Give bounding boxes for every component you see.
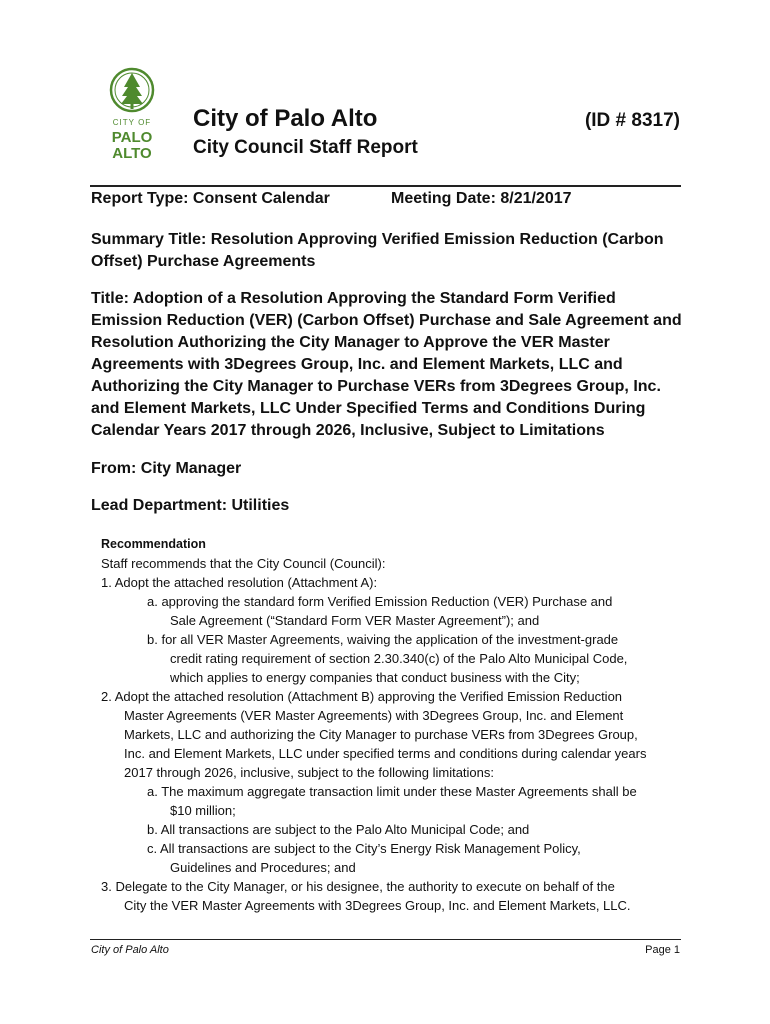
recommendation-line: City the VER Master Agreements with 3Degrees Group, Inc. and Element Markets, LLC. — [124, 898, 631, 913]
recommendation-line: b. All transactions are subject to the Palo Alto Municipal Code; and — [147, 822, 530, 837]
summary-title-line: Offset) Purchase Agreements — [91, 253, 316, 270]
recommendation-line: 2017 through 2026, inclusive, subject to the following limitations: — [124, 765, 494, 780]
report-title — [91, 288, 691, 442]
report-title-line: Title: Adoption of a Resolution Approving the Standard Form Verified — [91, 290, 616, 307]
report-id: (ID # 8317) — [584, 110, 680, 131]
recommendation-line: c. All transactions are subject to the City’s Energy Risk Management Policy, — [147, 841, 581, 856]
logo-line-alto: ALTO — [112, 145, 152, 162]
report-title-line: Calendar Years 2017 through 2026, Inclusive, Subject to Limitations — [91, 422, 605, 439]
page-subtitle: City Council Staff Report — [193, 137, 418, 158]
footer-divider — [90, 939, 681, 940]
recommendation-line: Inc. and Element Markets, LLC under specified terms and conditions during calendar years — [124, 746, 647, 761]
recommendation-line: Guidelines and Procedures; and — [170, 860, 356, 875]
tree-seal-icon — [107, 66, 157, 116]
recommendation-line: $10 million; — [170, 803, 236, 818]
logo-line-city-of: CITY OF — [112, 118, 152, 127]
recommendation-line: Sale Agreement (“Standard Form VER Master Agreement”); and — [170, 613, 540, 628]
recommendation-line: Staff recommends that the City Council (Council): — [101, 556, 386, 571]
recommendation-line: Master Agreements (VER Master Agreements) with 3Degrees Group, Inc. and Element — [124, 708, 624, 723]
page-title: City of Palo Alto — [193, 105, 378, 132]
report-type: Report Type: Consent Calendar — [91, 190, 330, 207]
report-title-line: Agreements with 3Degrees Group, Inc. and Element Markets, LLC and — [91, 356, 623, 373]
city-logo — [107, 66, 157, 161]
recommendation-line: credit rating requirement of section 2.30.340(c) of the Palo Alto Municipal Code, — [170, 651, 628, 666]
recommendation-line: a. approving the standard form Verified Emission Reduction (VER) Purchase and — [147, 594, 613, 609]
report-title-line: Emission Reduction (VER) (Carbon Offset) Purchase and Sale Agreement and — [91, 312, 682, 329]
report-title-line: Resolution Authorizing the City Manager to Approve the VER Master — [91, 334, 610, 351]
lead-department: Lead Department: Utilities — [91, 497, 290, 514]
page-number: Page 1 — [645, 944, 680, 956]
recommendation-line: b. for all VER Master Agreements, waiving the application of the investment-grade — [147, 632, 619, 647]
recommendation-line: 3. Delegate to the City Manager, or his designee, the authority to execute on behalf of the — [101, 879, 615, 894]
summary-title — [91, 229, 691, 273]
from-line: From: City Manager — [91, 460, 242, 477]
logo-line-palo: PALO — [111, 129, 153, 146]
summary-title-line: Summary Title: Resolution Approving Verified Emission Reduction (Carbon — [91, 231, 664, 248]
recommendation-line: 2. Adopt the attached resolution (Attachment B) approving the Verified Emission Reduction — [101, 689, 623, 704]
header-divider — [90, 185, 681, 187]
recommendation-line: which applies to energy companies that conduct business with the City; — [170, 670, 580, 685]
meeting-date: Meeting Date: 8/21/2017 — [391, 190, 572, 207]
recommendation-line: a. The maximum aggregate transaction limit under these Master Agreements shall be — [147, 784, 637, 799]
report-title-line: and Element Markets, LLC Under Specified Terms and Conditions During — [91, 400, 646, 417]
footer-city-name: City of Palo Alto — [91, 944, 169, 956]
recommendation-heading: Recommendation — [101, 537, 206, 551]
recommendation-line: 1. Adopt the attached resolution (Attachment A): — [101, 575, 378, 590]
recommendation-line: Markets, LLC and authorizing the City Manager to purchase VERs from 3Degrees Group, — [124, 727, 638, 742]
report-title-line: Authorizing the City Manager to Purchase VERs from 3Degrees Group, Inc. — [91, 378, 661, 395]
